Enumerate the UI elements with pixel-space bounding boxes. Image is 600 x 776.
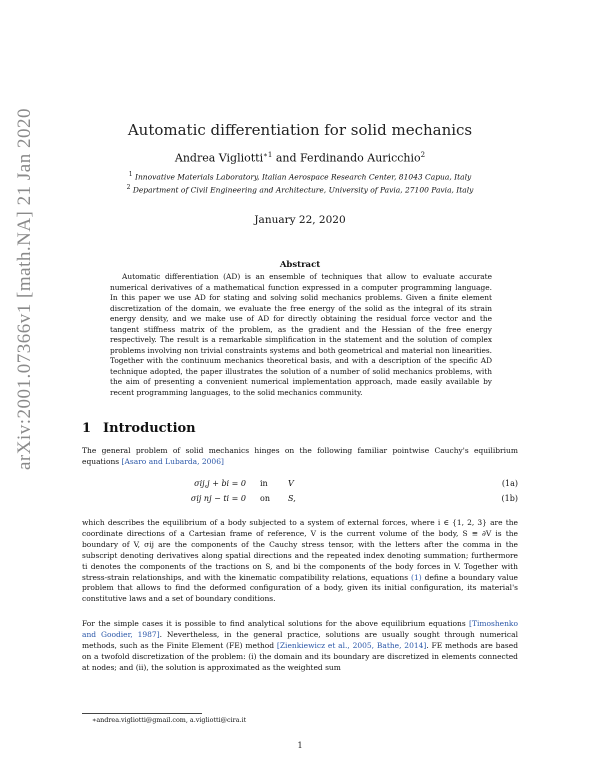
section-title: Introduction — [103, 421, 196, 436]
paragraph-text: For the simple cases it is possible to find analytical solutions for the above equilibrium equations — [82, 619, 470, 628]
author-marks: ∗1 — [263, 151, 273, 159]
page-number: 1 — [297, 741, 303, 750]
paragraph-1 — [82, 446, 518, 468]
abstract-body: Automatic differentiation (AD) is an ensemble of techniques that allow to evaluate accurate numerical derivatives of a mathematical function expressed in a computer programming language. In this paper we use AD for stating and solving solid mechanics problems. Given a finite element discretization of the domain, we evaluate the free energy of the solid as the integral of its strain energy density, and we make use of AD for directly obtaining the residual force vector and the tangent stiffness matrix of the problem, as the gradient and the Hessian of the free energy respectively. The result is a remarkable simplification in the statement and the solution of complex problems involving non trivial constraints systems and both geometrical and material non linearities. Together with the continuum mechanics theoretical basis, and with a description of the specific AD technique adopted, the paper illustrates the solution of a number of solid mechanics problems, with the aim of presenting a convenient numerical implementation approach, made easily available by recent programming languages, to the solid mechanics community. — [110, 272, 492, 397]
equation-relation: on — [260, 494, 270, 503]
equation-domain: S, — [288, 494, 296, 503]
footnote-emails: ∗andrea.vigliotti@gmail.com, a.vigliotti@cira.it — [92, 716, 247, 724]
equation-1b — [82, 494, 518, 506]
equation-1a — [82, 479, 518, 491]
affiliation-text: Innovative Materials Laboratory, Italian Aerospace Research Center, 81043 Capua, Italy — [134, 172, 472, 182]
author-auricchio: Ferdinando Auricchio — [300, 151, 421, 165]
paper-date: January 22, 2020 — [254, 214, 346, 226]
citation-link[interactable]: [Asaro and Lubarda, 2006] — [121, 456, 224, 466]
affiliation-1 — [100, 171, 500, 182]
paragraph-text-end: define a boundary value problem that allows to find the deformed configuration of a body, given its initial configuration, its material's constitutive laws and a set of boundary conditions. — [82, 572, 518, 604]
equation-lhs: σij nj − ti = 0 — [190, 494, 246, 503]
arxiv-identifier[interactable]: arXiv:2001.07366v1 [math.NA] 21 Jan 2020 — [14, 108, 35, 470]
paragraph-2 — [82, 518, 518, 605]
affiliation-2 — [100, 184, 500, 195]
citation-link[interactable]: [Timoshenko and Goodier, 1987] — [82, 619, 518, 639]
section-number: 1 — [82, 421, 92, 436]
abstract-heading: Abstract — [279, 260, 321, 270]
equation-relation: in — [260, 479, 268, 488]
author-list — [60, 151, 540, 165]
citation-link[interactable]: [Zienkiewicz et al., 2005, Bathe, 2014] — [276, 640, 427, 650]
affiliation-mark: 1 — [128, 171, 133, 178]
paragraph-text: The general problem of solid mechanics hinges on the following familiar pointwise Cauchy's equilibrium equations — [82, 446, 518, 466]
affiliation-text: Department of Civil Engineering and Architecture, University of Pavia, 27100 Pavia, Italy — [132, 185, 474, 195]
author-connector: and — [272, 151, 301, 165]
author-mark-2: 2 — [420, 151, 426, 159]
equation-lhs: σij,j + bi = 0 — [194, 479, 246, 488]
paper-title: Automatic differentiation for solid mechanics — [127, 121, 473, 139]
paragraph-text: . FE methods are based on a twofold discretization of the problem: (i) the domain and its boundary are discretized in elements connected at nodes; and (ii), the solution is approximated as the weighted sum — [82, 640, 519, 672]
paragraph-text: which describes the equilibrium of a body subjected to a system of external forces, where i ∈ {1, 2, 3} are the coordinate directions of a Cartesian frame of reference, V is the current volume of the body, S ≡ ∂V is the boundary of V, σij are the components of the Cauchy stress tensor, with the letters after the comma in the subscript denoting derivatives along spatial directions and the repeated index denoting summation; furthermore ti denotes the components of the tractions on S, and bi the components of the body forces in V. Together with stress-strain relationships, and with the kinematic compatibility relations, equations — [82, 518, 518, 582]
equation-tag: (1b) — [501, 494, 518, 503]
footnote-divider — [82, 713, 202, 714]
affiliation-mark: 2 — [126, 184, 131, 191]
equation-tag: (1a) — [501, 479, 518, 488]
equation-reference-link[interactable]: (1) — [411, 572, 422, 582]
paragraph-3 — [82, 619, 518, 674]
paragraph-text: . Nevertheless, in the general practice, solutions are usually sought through numerical methods, such as the Finite Element (FE) method — [82, 629, 518, 650]
section-heading — [82, 421, 208, 436]
author-vigliotti: Andrea Vigliotti — [174, 151, 264, 165]
equation-domain: V — [288, 479, 294, 488]
